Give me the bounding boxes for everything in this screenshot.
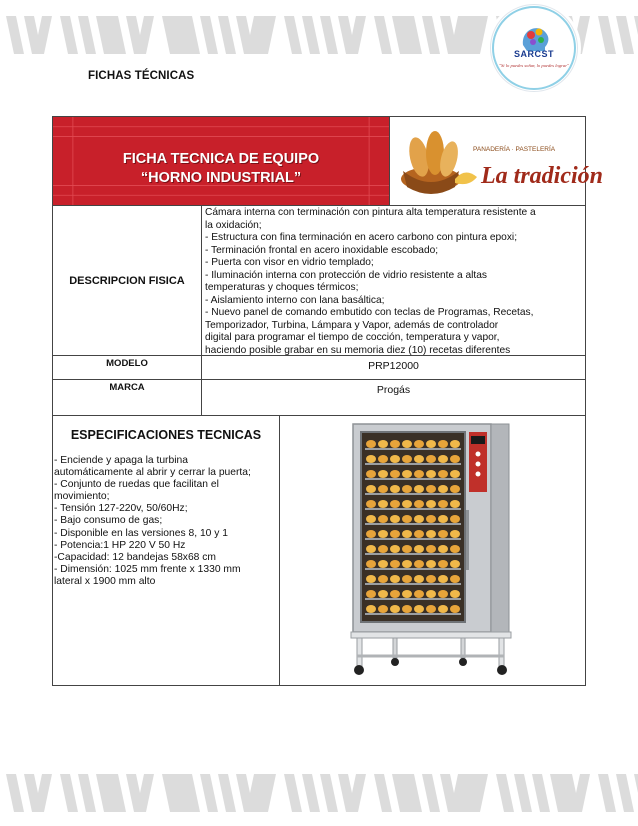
model-label: MODELO — [52, 356, 202, 380]
page-title: FICHAS TÉCNICAS — [88, 70, 195, 82]
description-line: - Terminación frontal en acero inoxidable escobado; — [205, 244, 439, 256]
specs-title: ESPECIFICACIONES TECNICAS — [70, 428, 262, 442]
sarcst-brand-text: SARCST — [513, 49, 554, 59]
banner-title-line1: FICHA TECNICA DE EQUIPO — [122, 151, 320, 167]
head-gears-icon — [491, 5, 577, 91]
spec-line: -Capacidad: 12 bandejas 58x68 cm — [54, 551, 216, 563]
spec-line: - Dimensión: 1025 mm frente x 1330 mm — [54, 563, 241, 575]
spec-line: movimiento; — [54, 491, 110, 503]
bakery-logo-block — [390, 116, 604, 206]
spec-line: lateral x 1900 mm alto — [54, 575, 156, 587]
description-line: - Aislamiento interno con lana basáltica; — [205, 294, 385, 306]
spec-line: automáticamente al abrir y cerrar la puerta; — [54, 467, 251, 479]
spec-line: - Enciende y apaga la turbina — [54, 455, 188, 466]
oven-image-cell — [280, 416, 586, 686]
description-lines — [205, 207, 583, 357]
description-line: - Puerta con visor en vidrio templado; — [205, 257, 374, 268]
description-line: - Estructura con fina terminación en acero carbono con pintura epoxi; — [205, 232, 518, 243]
description-line: - Iluminación interna con protección de vidrio resistente a altas — [205, 269, 488, 281]
model-value: PRP12000 — [202, 356, 586, 380]
description-label: DESCRIPCION FISICA — [52, 206, 202, 356]
brand-label: MARCA — [52, 380, 202, 416]
description-line: Cámara interna con terminación con pintura alta temperatura resistente a — [205, 207, 536, 218]
spec-line: - Conjunto de ruedas que facilitan el — [54, 479, 219, 491]
banner-title-line2: “HORNO INDUSTRIAL” — [140, 170, 302, 186]
specs-lines — [53, 455, 279, 588]
brand-value: Progás — [202, 380, 586, 416]
description-text — [202, 206, 586, 356]
sarcst-motto-text: "Si lo puedes soñar, lo puedes lograr" — [499, 63, 569, 68]
sarcst-logo — [490, 4, 578, 92]
oven-image — [283, 420, 583, 682]
decorative-stripes-bottom — [0, 770, 638, 816]
spec-line: - Potencia:1 HP 220 V 50 Hz — [54, 539, 186, 551]
spec-line: - Bajo consumo de gas; — [54, 515, 163, 527]
description-line: haciendo posible grabar en su memoria diez (10) recetas diferentes — [205, 344, 511, 356]
bakery-logo-image — [393, 121, 604, 203]
spec-line: - Tensión 127-220v, 50/60Hz; — [54, 503, 188, 515]
specs-cell — [52, 416, 280, 686]
sheet-frame — [52, 116, 604, 706]
bakery-name: La tradición — [481, 163, 604, 189]
bakery-tagline: PANADERÍA · PASTELERÍA — [473, 146, 556, 153]
title-banner-block — [52, 116, 390, 206]
description-line: Temporizador, Turbina, Lámpara y Vapor, además de controlador — [205, 319, 499, 331]
description-line: - Nuevo panel de comando embutido con teclas de Programas, Recetas, — [205, 307, 534, 318]
spec-line: - Disponible en las versiones 8, 10 y 1 — [54, 527, 228, 539]
description-line: temperaturas y choques térmicos; — [205, 282, 359, 293]
description-line: digital para programar el tiempo de cocción, temperatura y vapor, — [205, 332, 500, 343]
description-line: la oxidación; — [205, 219, 262, 231]
